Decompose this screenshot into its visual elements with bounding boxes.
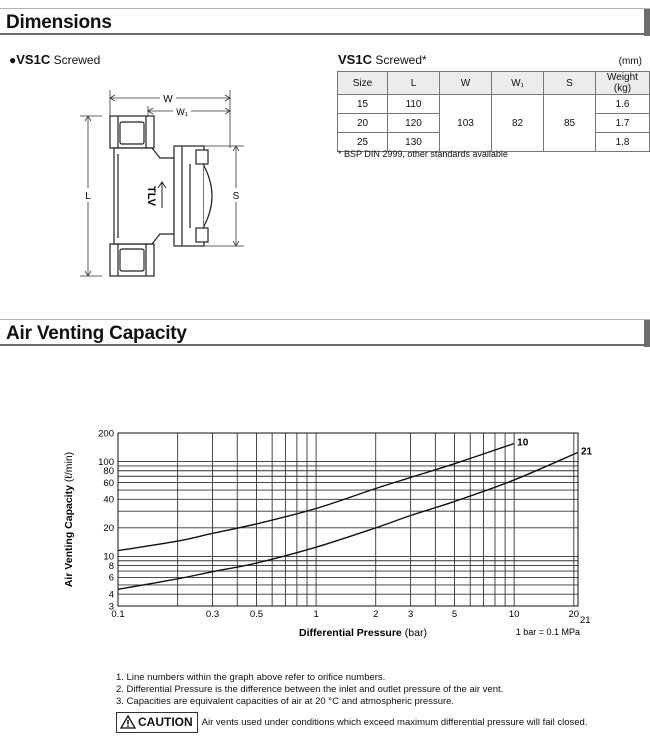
- dimensions-title: Dimensions: [6, 12, 112, 33]
- dimension-table: [337, 71, 650, 152]
- caution-badge: [116, 712, 198, 733]
- x-tick-label-end: 21: [580, 615, 591, 626]
- note-item: 2. Differential Pressure is the difference between the inlet and outlet pressure of the air vent.: [116, 684, 504, 695]
- header-weight: Weight (kg): [596, 72, 650, 95]
- air-venting-title: Air Venting Capacity: [6, 323, 187, 344]
- x-tick-label: 20: [568, 609, 580, 620]
- y-axis-unit: (ℓ/min): [63, 451, 75, 483]
- x-tick-label: 3: [407, 609, 414, 620]
- l-label: L: [85, 191, 91, 202]
- table-header-row: [338, 72, 650, 95]
- x-tick-label: 5: [451, 609, 458, 620]
- table-footnote: * BSP DIN 2999, other standards available: [338, 149, 508, 159]
- y-axis-title: [63, 452, 75, 587]
- note-item: 3. Capacities are equivalent capacities of air at 20 °C and atmospheric pressure.: [116, 696, 455, 707]
- header-size: Size: [338, 72, 388, 95]
- table-title: [338, 52, 427, 67]
- header-w1: W₁: [492, 72, 544, 95]
- tlv-logo: TLV: [145, 186, 157, 206]
- header-bar: [644, 9, 650, 36]
- valve-body: [110, 116, 212, 276]
- x-axis-title: [299, 627, 427, 639]
- product-model: VS1C: [16, 52, 51, 67]
- chart-labels: [98, 428, 592, 626]
- notes-list: [116, 672, 503, 708]
- bullet-icon: ●: [9, 53, 17, 67]
- table-unit: (mm): [618, 56, 642, 67]
- cell-l: 130: [388, 133, 440, 152]
- chart-grid: [118, 433, 578, 606]
- x-tick-label: 0.1: [111, 609, 125, 620]
- y-tick-label: 10: [103, 551, 114, 563]
- y-tick-label: 4: [108, 589, 114, 601]
- l-dimension: [80, 116, 102, 276]
- caution-word: CAUTION: [138, 715, 193, 729]
- caution-text: Air vents used under conditions which exceed maximum differential pressure will fail closed.: [201, 716, 588, 728]
- series-label-21: 21: [581, 446, 593, 458]
- cell-weight: 1.7: [596, 114, 650, 133]
- cell-size: 25: [338, 133, 388, 152]
- y-tick-label: 3: [108, 601, 114, 613]
- conversion-note: 1 bar = 0.1 MPa: [515, 627, 580, 637]
- table-row: [338, 95, 650, 114]
- chart-series: [118, 443, 578, 589]
- y-tick-label: 80: [103, 466, 114, 478]
- s-label: S: [232, 191, 240, 202]
- cell-weight: 1.8: [596, 133, 650, 152]
- header-rule: [0, 344, 650, 346]
- plot-frame: [118, 433, 578, 606]
- w-label: W: [163, 94, 173, 105]
- note-item: 1. Line numbers within the graph above refer to orifice numbers.: [116, 672, 386, 683]
- y-tick-label: 200: [98, 428, 114, 440]
- x-tick-label: 0.3: [205, 609, 220, 620]
- cell-l: 110: [388, 95, 440, 114]
- header-rule: [0, 33, 650, 35]
- table-connection: Screwed*: [375, 53, 427, 67]
- cell-l: 120: [388, 114, 440, 133]
- y-tick-label: 8: [108, 560, 114, 572]
- header-s: S: [544, 72, 596, 95]
- series-label-10: 10: [517, 437, 529, 449]
- cell-size: 15: [338, 95, 388, 114]
- header-w: W: [440, 72, 492, 95]
- cell-w1: 82: [492, 95, 544, 152]
- w1-label: W₁: [176, 107, 188, 117]
- series-line-21: [118, 452, 578, 589]
- dimension-drawing: [78, 88, 248, 286]
- y-tick-label: 60: [103, 477, 114, 489]
- y-tick-label: 6: [108, 572, 114, 584]
- y-tick-label: 20: [103, 523, 114, 535]
- y-tick-label: 40: [103, 494, 114, 506]
- table-model: VS1C: [338, 52, 372, 67]
- x-tick-label: 0.5: [249, 609, 264, 620]
- product-label: [9, 52, 100, 67]
- warning-triangle-icon: [120, 715, 136, 729]
- cell-w: 103: [440, 95, 492, 152]
- cell-weight: 1.6: [596, 95, 650, 114]
- cell-size: 20: [338, 114, 388, 133]
- header-l: L: [388, 72, 440, 95]
- caution-notice: [116, 711, 587, 733]
- air-venting-header: [0, 319, 650, 346]
- cell-s: 85: [544, 95, 596, 152]
- air-venting-chart: [60, 420, 620, 645]
- header-bar: [644, 320, 650, 347]
- dimensions-header: [0, 8, 650, 35]
- x-axis-unit: (bar): [404, 627, 427, 639]
- x-tick-label: 10: [508, 609, 520, 620]
- product-connection: Screwed: [53, 53, 101, 67]
- y-tick-label: 100: [98, 456, 114, 468]
- x-tick-label: 1: [313, 609, 319, 620]
- y-axis-label: Air Venting Capacity: [63, 485, 75, 588]
- x-axis-label: Differential Pressure: [299, 627, 402, 639]
- x-tick-label: 2: [373, 609, 379, 620]
